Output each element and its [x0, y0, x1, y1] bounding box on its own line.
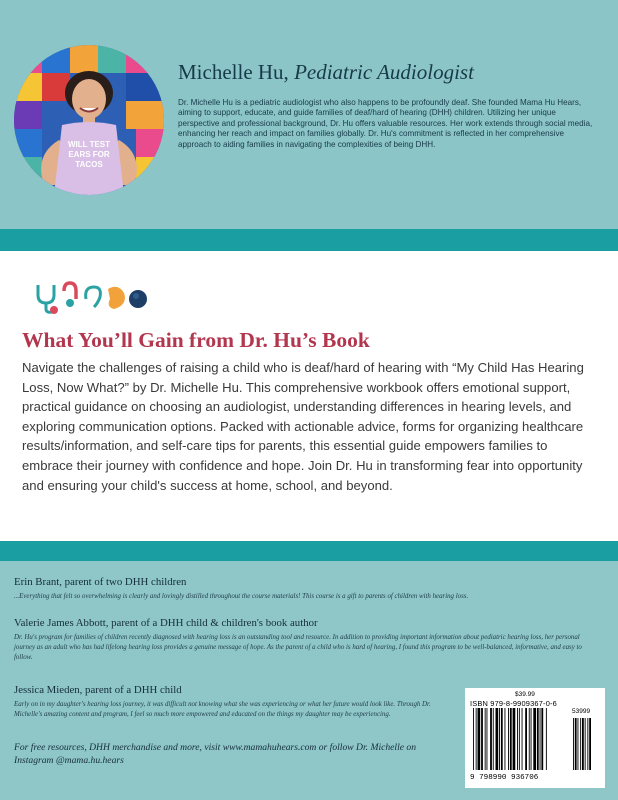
barcode-bar: [490, 708, 492, 770]
svg-text:TACOS: TACOS: [75, 160, 103, 169]
barcode-bar: [508, 708, 509, 770]
author-bio: Dr. Michelle Hu is a pediatric audiologist who also happens to be profoundly deaf. She founded Mama Hu Hears, aiming to support, educate, and guide families of deaf/hard of hearing (DHH) children. Utilizing her unique perspective and professional background, Dr. Hu offers valuable resources. Her work extends through social media, enhancing her reach and impact on families globally. Dr. Hu's commitment is reflected in her comprehensive approach to aiding families in navigating the complexities of being DHH.: [178, 98, 593, 149]
addon-bar: [580, 718, 581, 770]
ear-icon: [86, 287, 101, 307]
promo-text: For free resources, DHH merchandise and more, visit www.mamahuhears.com or follow Dr. Michelle on Instagram @mama.hu.hears: [14, 742, 417, 767]
testimonial-quote: Early on in my daughter's hearing loss journey, it was difficult not knowing what she was experiencing or what her future would look like. Through Dr. Michelle's amazing content and program, I feel so much more empowered and educated on the things my daughter may be experiencing.: [14, 701, 431, 718]
barcode-bar: [485, 708, 486, 770]
barcode-bar: [529, 708, 530, 770]
hearing-aid-icon: [108, 287, 125, 309]
gain-section-title: What You’ll Gain from Dr. Hu’s Book: [22, 328, 370, 352]
ear-mold-icon: [129, 290, 147, 308]
barcode-bar: [541, 708, 543, 770]
barcode-bar: [499, 708, 500, 770]
testimonial-quote: Dr. Hu's program for families of children recently diagnosed with hearing loss is an outstanding tool and resource. In addition to providing important information about pediatric hearing loss, her personal journey as an adult who has had lifelong hearing loss provides a genuine message of hope. As the parent of a child who is hard of hearing, I found this program to be well-balanced, informative, and easy to follow.: [14, 634, 582, 661]
barcode-bar: [525, 708, 527, 770]
barcode-bar: [501, 708, 503, 770]
testimonial-name: Erin Brant, parent of two DHH children: [14, 576, 187, 588]
barcode-bar: [531, 708, 532, 770]
barcode-bar: [493, 708, 494, 770]
barcode-bar: [537, 708, 539, 770]
gain-section-body: Navigate the challenges of raising a child who is deaf/hard of hearing with “My Child Has Hearing Loss, Now What?” by Dr. Michelle Hu. This comprehensive workbook offers emotional support, practical guidance on choosing an audiologist, understanding differences in hearing levels, and exploring communication options. Packed with actionable advice, forms for organizing healthcare results/information, and self-care tips for parents, this essential guide empowers families to embrace their journey with confidence and hope. Join Dr. Hu in transforming fear into opportunity and ensuring your child's success at home, school, and beyond.: [22, 360, 584, 493]
barcode-bar: [496, 708, 499, 770]
svg-text:WILL TEST: WILL TEST: [67, 140, 111, 149]
isbn-text: ISBN 979-8-9909367-0-6: [470, 699, 557, 708]
hearing-icons-row: [34, 279, 154, 320]
barcode-price: $39.99: [515, 691, 535, 698]
divider-bar-top: [0, 229, 618, 251]
barcode-bar: [505, 708, 506, 770]
barcode: [465, 688, 605, 788]
testimonial-quote: ...Everything that felt so overwhelming is clearly and lovingly distilled throughout the course materials! This course is a gift to parents of children with hearing loss.: [14, 593, 469, 600]
barcode-bar: [519, 708, 520, 770]
barcode-bar: [473, 708, 474, 770]
addon-bar: [575, 718, 577, 770]
barcode-digits: 9 798990 936706: [470, 774, 539, 782]
addon-bar: [587, 718, 588, 770]
barcode-bars: [473, 708, 597, 772]
addon-bar: [589, 718, 591, 770]
testimonial-name: Jessica Mieden, parent of a DHH child: [14, 684, 182, 696]
author-section: [0, 0, 618, 230]
barcode-bar: [540, 708, 541, 770]
addon-bar: [578, 718, 579, 770]
barcode-bar: [510, 708, 512, 770]
barcode-bar: [487, 708, 488, 770]
author-name: Michelle Hu, Pediatric Audiologist: [178, 60, 474, 84]
barcode-bar: [533, 708, 536, 770]
barcode-bar: [522, 708, 523, 770]
addon-bar: [585, 718, 586, 770]
barcode-bar: [517, 708, 518, 770]
author-portrait: [14, 45, 164, 195]
svg-text:EARS FOR: EARS FOR: [68, 150, 110, 159]
author-photo: [14, 45, 164, 195]
testimonial-name: Valerie James Abbott, parent of a DHH child & children's book author: [14, 617, 318, 629]
barcode-bar: [478, 708, 481, 770]
barcode-bar: [476, 708, 477, 770]
barcode-bar: [481, 708, 483, 770]
addon-bar: [582, 718, 584, 770]
barcode-bar: [513, 708, 516, 770]
cochlear-implant-icon: [64, 283, 76, 307]
price-code: 53999: [572, 708, 591, 715]
barcode-bar: [546, 708, 547, 770]
stethoscope-icon: [38, 285, 58, 314]
addon-bar: [573, 718, 574, 770]
divider-bar-bottom: [0, 541, 618, 561]
